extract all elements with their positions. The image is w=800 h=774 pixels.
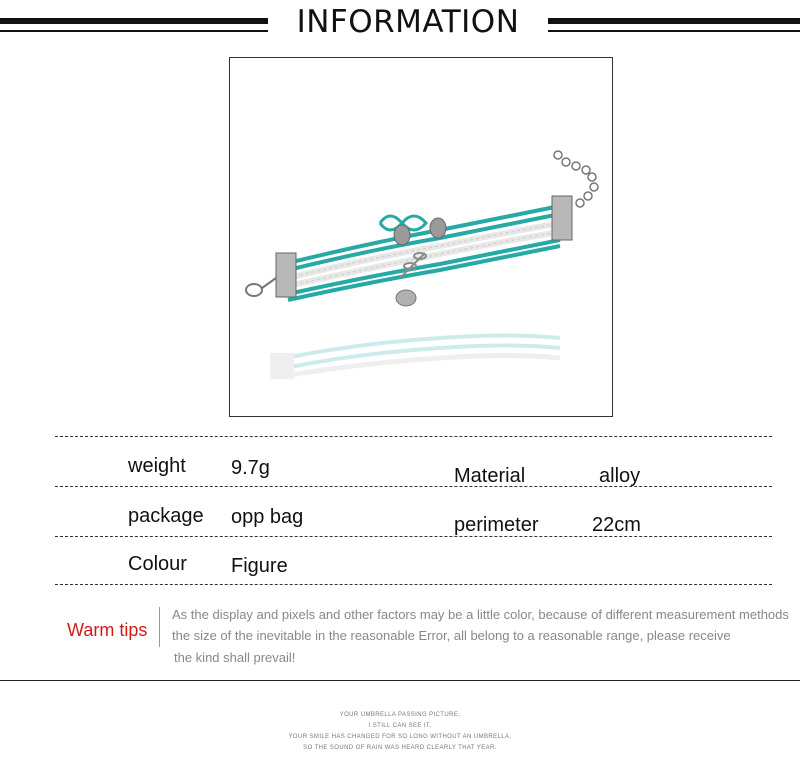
product-image — [229, 57, 613, 417]
footer-text-line: SO THE SOUND OF RAIN WAS HEARD CLEARLY THAT YEAR. — [303, 745, 497, 751]
colour-value: Figure — [231, 555, 288, 577]
tips-divider — [159, 607, 160, 647]
footer-text-line: I STILL CAN SEE IT, — [368, 723, 432, 729]
weight-label: weight — [128, 455, 186, 477]
table-divider — [55, 584, 772, 585]
package-value: opp bag — [231, 506, 304, 528]
table-divider — [55, 536, 772, 537]
tips-text-line: As the display and pixels and other factors may be a little color, because of different measurement methods — [172, 607, 789, 622]
package-label: package — [128, 505, 204, 527]
table-divider — [55, 436, 772, 437]
perimeter-value: 22cm — [592, 514, 641, 536]
footer-text-line: YOUR SMILE HAS CHANGED FOR SO LONG WITHOUT AN UMBRELLA, — [288, 734, 512, 740]
header-rule-right-thin — [548, 30, 800, 32]
tips-text-line: the kind shall prevail! — [174, 650, 296, 665]
header-rule-left-thin — [0, 30, 268, 32]
weight-value: 9.7g — [231, 457, 270, 479]
header-rule-left — [0, 18, 268, 24]
table-divider — [55, 486, 772, 487]
material-label: Material — [454, 465, 526, 487]
material-value: alloy — [599, 465, 641, 487]
tips-text-line: the size of the inevitable in the reasonable Error, all belong to a reasonable range, please receive — [172, 628, 731, 643]
colour-label: Colour — [128, 553, 187, 575]
warm-tips-label: Warm tips — [67, 620, 148, 640]
bracelet-illustration — [230, 58, 613, 417]
footer-text-line: YOUR UMBRELLA PASSING PICTURE, — [339, 712, 461, 718]
footer-rule — [0, 680, 800, 681]
page-title: INFORMATION — [296, 4, 520, 40]
perimeter-label: perimeter — [454, 514, 539, 536]
header-rule-right — [548, 18, 800, 24]
